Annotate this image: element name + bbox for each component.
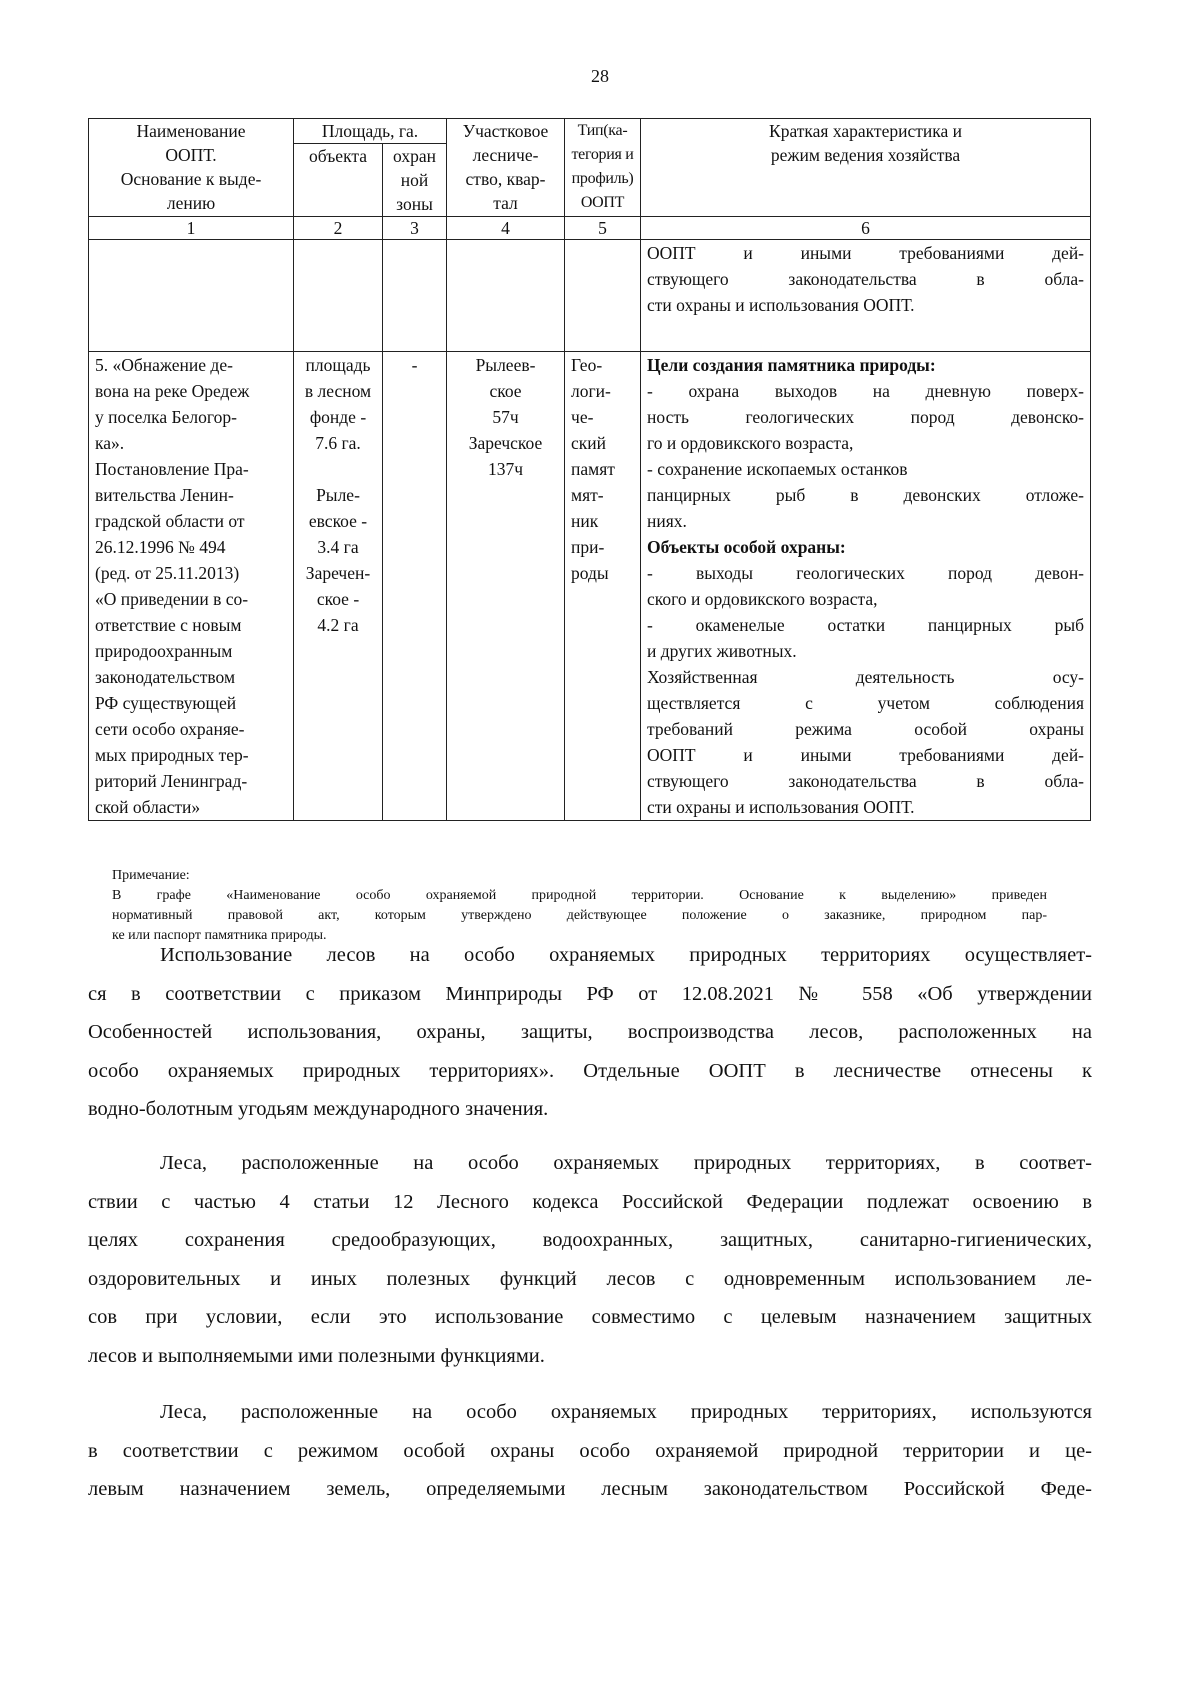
- table-row: [89, 352, 1091, 821]
- note-body: В графе «Наименование особо охраняемой природной территории. Основание к выделению» приведен нормативный правовой акт, которым утверждено действующее положение о заказнике, природном пар- ке или паспорт памятника природы.: [112, 888, 1047, 943]
- table-row-continuation: [89, 240, 1091, 352]
- page-number: 28: [591, 66, 609, 86]
- column-number: 3: [383, 217, 447, 240]
- column-number: 2: [294, 217, 383, 240]
- column-number: 6: [641, 217, 1091, 240]
- objects-title: Объекты особой охраны:: [647, 537, 846, 557]
- paragraph-protection-regime: Леса, расположенные на особо охраняемых природных территориях, используются в соответствии с режимом особой охраны особо охраняемой природной территории и це- левым назначением земель, определяемыми лесным законодательством Российской Феде-: [88, 1401, 1092, 1500]
- header-zone-area: охран ной зоны: [383, 144, 447, 217]
- header-name: Наименование ООПТ. Основание к выде- лению: [89, 119, 294, 217]
- type-cell: Гео- логи- че- ский памят мят- ник при- роды: [565, 352, 641, 821]
- column-number: 5: [565, 217, 641, 240]
- header-characteristic: Краткая характеристика и режим ведения хозяйства: [641, 119, 1091, 217]
- oopt-table: [88, 118, 1091, 821]
- header-object-area: объекта: [294, 144, 383, 217]
- column-numbers-row: [89, 217, 1091, 240]
- oopt-name-cell: 5. «Обнажение де- вона на реке Оредеж у поселка Белогор- ка». Постановление Пра- вительства Ленин- градской области от 26.12.1996 № 494 (ред. от 25.11.2013) «О приведении в со- ответствие с новым природоохранным законодательством РФ существующей сети особо охраняе- мых природных тер- риторий Ленинград- ской области»: [89, 352, 294, 821]
- paragraph-forest-code: Леса, расположенные на особо охраняемых природных территориях, в соответ- ствии с частью 4 статьи 12 Лесного кодекса Российской Федерации подлежат освоению в целях сохранения средообразующих, водоохранных, защитных, санитарно-гигиенических, оздоровительных и иных полезных функций лесов с одновременным использованием ле- сов при условии, если это использование совместимо с целевым назначением защитных лесов и выполняемыми ими полезными функциями.: [88, 1152, 1092, 1367]
- object-area-cell: площадь в лесном фонде - 7.6 га. Рыле- евское - 3.4 га Заречен- ское - 4.2 га: [294, 352, 383, 821]
- note-title: Примечание:: [112, 868, 190, 883]
- characteristic-cell: Цели создания памятника природы: - охрана выходов на дневную поверх- ность геологических пород девонско- го и ордовикского возраста, - сохранение ископаемых останков панцирных рыб в девонских отложе- ниях. Объекты особой охраны: - выходы геологических пород девон- ского и ордовикского возраста, - окаменелые остатки панцирных рыб и других животных. Хозяйственная деятельность осу- ществляется с учетом соблюдения требований режима особой охраны ООПТ и иными требованиями дей- ствующего законодательства в обла- сти охраны и использования ООПТ.: [641, 352, 1091, 821]
- column-number: 4: [447, 217, 565, 240]
- header-forestry: Участковое лесниче- ство, квар- тал: [447, 119, 565, 217]
- paragraph-forest-use: Использование лесов на особо охраняемых природных территориях осуществляет- ся в соответствии с приказом Минприроды РФ от 12.08.2021 № 558 «Об утверждении Особенностей использования, охраны, защиты, воспроизводства лесов, расположенных на особо охраняемых природных территориях». Отдельные ООПТ в лесничестве отнесены к водно-болотным угодьям международного значения.: [88, 944, 1092, 1120]
- header-type: Тип(ка- тегория и профиль) ООПТ: [565, 119, 641, 217]
- table-note: [112, 866, 1047, 946]
- header-area-group: Площадь, га.: [294, 119, 447, 144]
- continuation-characteristic: ООПТ и иными требованиями дей- ствующего законодательства в обла- сти охраны и использования ООПТ.: [641, 240, 1091, 352]
- zone-area-cell: -: [383, 352, 447, 821]
- table-header-row-top: [89, 119, 1091, 144]
- column-number: 1: [89, 217, 294, 240]
- goals-title: Цели создания памятника природы:: [647, 355, 936, 375]
- forestry-cell: Рылеев- ское 57ч Заречское 137ч: [447, 352, 565, 821]
